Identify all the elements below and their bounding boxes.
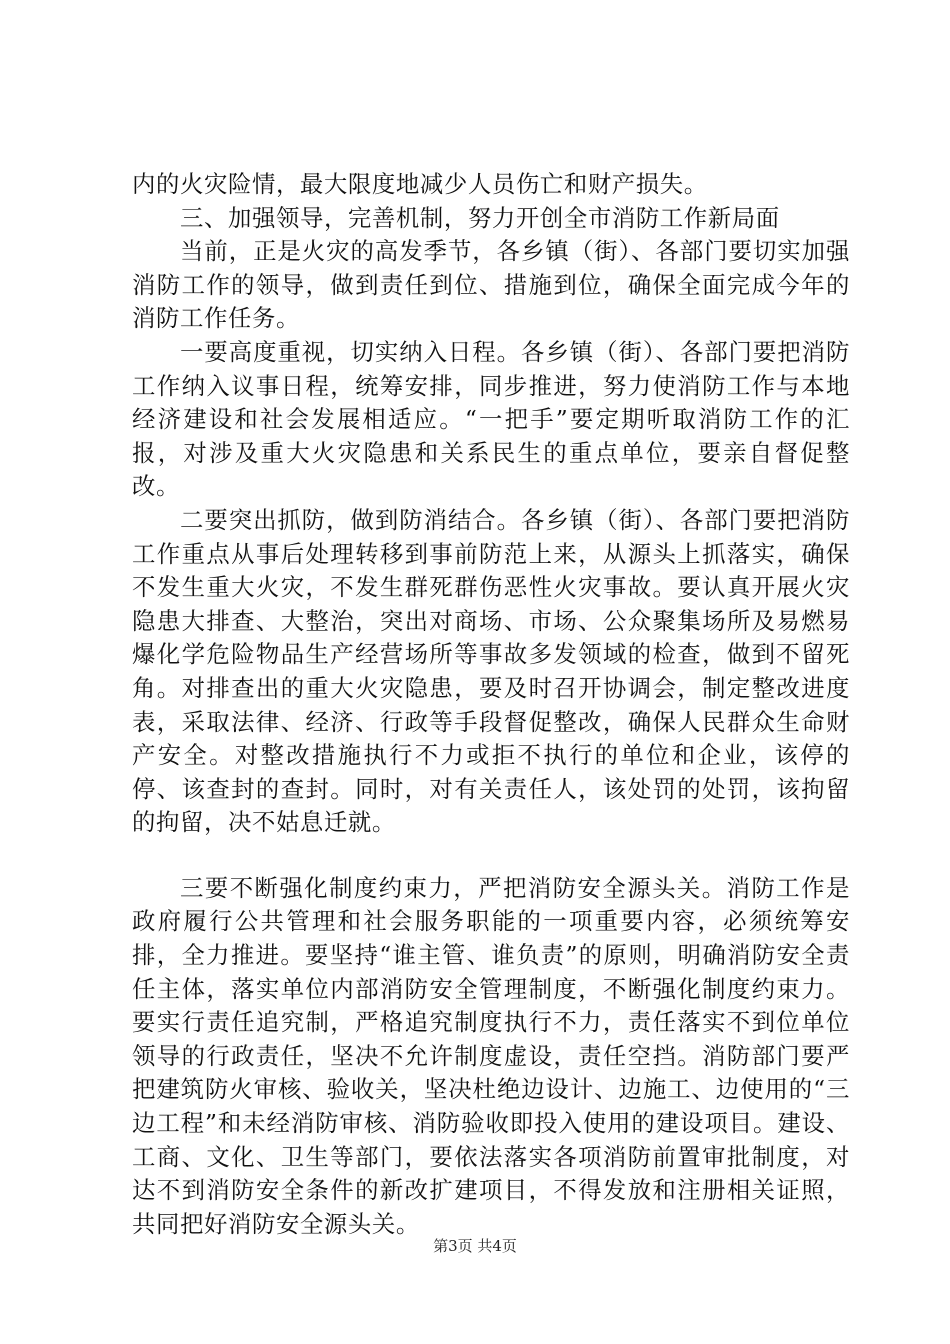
paragraph-intro: 当前，正是火灾的高发季节，各乡镇（街）、各部门要切实加强消防工作的领导，做到责任到位、措施到位，确保全面完成今年的消防工作任务。 — [132, 237, 850, 333]
paragraph-point-two: 二要突出抓防，做到防消结合。各乡镇（街）、各部门要把消防工作重点从事后处理转移到事前防范上来，从源头上抓落实，确保不发生重大火灾，不发生群死群伤恶性火灾事故。要认真开展火灾隐患大排查、大整治，突出对商场、市场、公众聚集场所及易燃易爆化学危险物品生产经营场所等事故多发领域的检查，做到不留死角。对排查出的重大火灾隐患，要及时召开协调会，制定整改进度表，采取法律、经济、行政等手段督促整改，确保人民群众生命财产安全。对整改措施执行不力或拒不执行的单位和企业，该停的停、该查封的查封。同时，对有关责任人，该处罚的处罚，该拘留的拘留，决不姑息迁就。 — [132, 505, 850, 837]
paragraph-gap — [132, 840, 850, 872]
page-number-footer: 第3页 共4页 — [433, 1237, 517, 1255]
paragraph-point-three: 三要不断强化制度约束力，严把消防安全源头关。消防工作是政府履行公共管理和社会服务职能的一项重要内容，必须统筹安排，全力推进。要坚持“谁主管、谁负责”的原则，明确消防安全责任主体，落实单位内部消防安全管理制度，不断强化制度约束力。要实行责任追究制，严格追究制度执行不力，责任落实不到位单位领导的行政责任，坚决不允许制度虚设，责任空挡。消防部门要严把建筑防火审核、验收关，坚决杜绝边设计、边施工、边使用的“三边工程”和未经消防审核、消防验收即投入使用的建设项目。建设、工商、文化、卫生等部门，要依法落实各项消防前置审批制度，对达不到消防安全条件的新改扩建项目，不得发放和注册相关证照，共同把好消防安全源头关。 — [132, 873, 850, 1238]
paragraph-point-one: 一要高度重视，切实纳入日程。各乡镇（街）、各部门要把消防工作纳入议事日程，统筹安排，同步推进，努力使消防工作与本地经济建设和社会发展相适应。“一把手”要定期听取消防工作的汇报，对涉及重大火灾隐患和关系民生的重点单位，要亲自督促整改。 — [132, 337, 850, 501]
paragraph-continuation: 内的火灾险情，最大限度地减少人员伤亡和财产损失。 — [132, 170, 708, 198]
section-heading: 三、加强领导，完善机制，努力开创全市消防工作新局面 — [180, 203, 780, 232]
document-body — [132, 168, 850, 1241]
